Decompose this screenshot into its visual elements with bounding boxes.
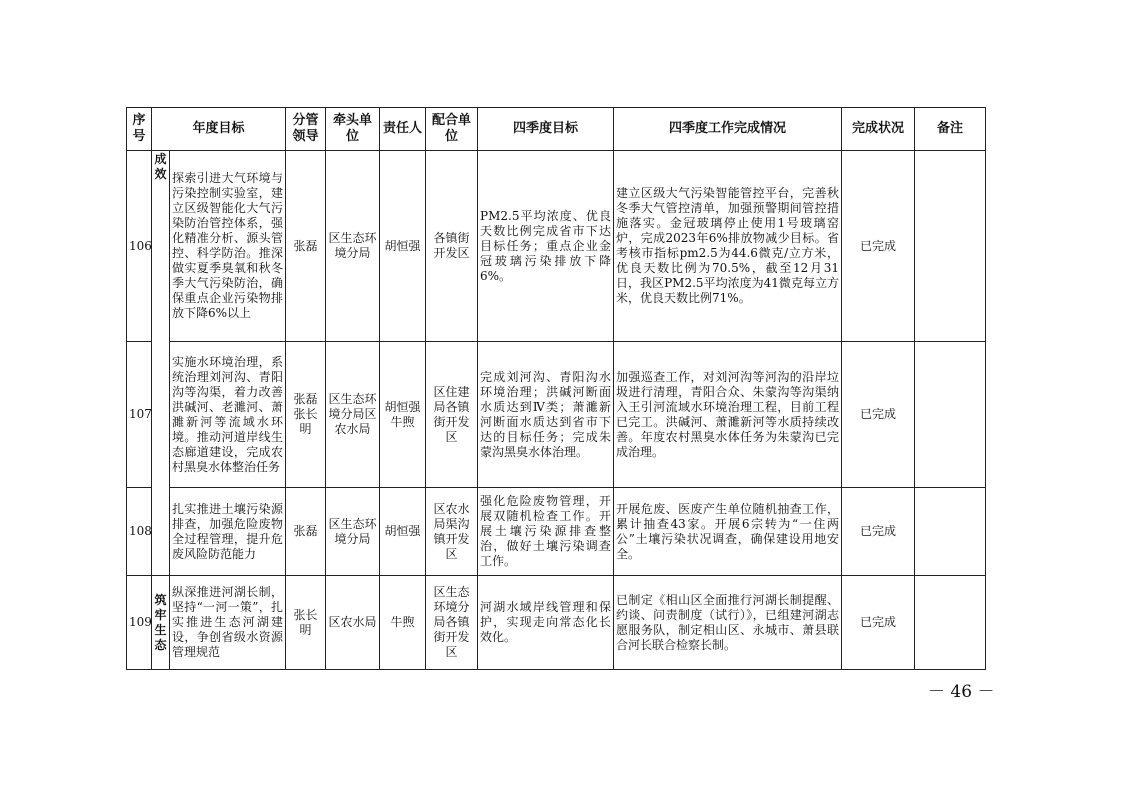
category-label: 筑牢生态 [152,576,170,670]
header-coop-unit: 配合单位 [426,108,478,151]
table-header-row [127,108,986,151]
header-lead-unit: 牵头单位 [326,108,380,151]
table-row [127,576,986,670]
header-q4-done: 四季度工作完成情况 [614,108,842,151]
row-note [915,342,986,488]
row-coop-unit: 各镇街开发区 [426,151,478,342]
row-q4-done: 加强巡查工作，对刘河沟等河沟的沿岸垃圾进行清理，青阳合众、朱蒙沟等沟渠纳入王引河流域水环境治理工程，目前工程已完工。洪碱河、萧濉新河等水质持续改善。年度农村黑臭水体任务为朱蒙沟已完成治理。 [614,342,842,488]
table-row [127,488,986,576]
header-annual-goal: 年度目标 [152,108,286,151]
row-note [915,576,986,670]
header-q4-goal: 四季度目标 [478,108,614,151]
row-q4-goal: 强化危险废物管理，开展双随机检查工作。开展土壤污染源排查整治，做好土壤污染调查工作。 [478,488,614,576]
row-note [915,488,986,576]
row-owner: 牛煦 [380,576,426,670]
row-coop-unit: 区生态环境分局各镇街开发区 [426,576,478,670]
row-status: 已完成 [842,488,915,576]
row-goal: 实施水环境治理，系统治理刘河沟、青阳沟等沟渠，着力改善洪碱河、老濉河、萧濉新河等流域水环境。推动河道岸线生态廊道建设，完成农村黑臭水体整治任务 [170,342,286,488]
header-note: 备注 [915,108,986,151]
row-leader: 张磊张长明 [286,342,326,488]
row-owner: 胡恒强牛煦 [380,342,426,488]
row-status: 已完成 [842,342,915,488]
page-number: － 46 － [928,682,995,702]
row-no: 108 [127,488,152,576]
work-progress-table [126,107,986,670]
row-q4-goal: 河湖水域岸线管理和保护，实现走向常态化长效化。 [478,576,614,670]
row-q4-done: 建立区级大气污染智能管控平台，完善秋冬季大气管控清单，加强预警期间管控措施落实。金冠玻璃停止使用1号玻璃窑炉，完成2023年6%排放物减少目标。省考核市指标pm2.5为44.6微克/立方米，优良天数比例为70.5%，截至12月31日，我区PM2.5平均浓度为41微克每立方米，优良天数比例71%。 [614,151,842,342]
row-q4-done: 开展危废、医废产生单位随机抽查工作，累计抽查43家。开展6宗转为“一住两公”土壤污染状况调查，确保建设用地安全。 [614,488,842,576]
header-status: 完成状况 [842,108,915,151]
row-coop-unit: 区住建局各镇街开发区 [426,342,478,488]
row-q4-done: 已制定《相山区全面推行河湖长制提醒、约谈、问责制度（试行）》，已组建河湖志愿服务队，制定相山区、永城市、萧县联合河长联合检察长制。 [614,576,842,670]
header-leader: 分管领导 [286,108,326,151]
row-no: 109 [127,576,152,670]
header-no: 序号 [127,108,152,151]
row-q4-goal: PM2.5平均浓度、优良天数比例完成省市下达目标任务；重点企业金冠玻璃污染排放下降6%。 [478,151,614,342]
row-q4-goal: 完成刘河沟、青阳沟水环境治理；洪碱河断面水质达到Ⅳ类；萧濉新河断面水质达到省市下达的目标任务；完成朱蒙沟黑臭水体治理。 [478,342,614,488]
row-note [915,151,986,342]
row-lead-unit: 区生态环境分局 [326,488,380,576]
row-goal: 纵深推进河湖长制，坚持“一河一策”，扎实推进生态河湖建设，争创省级水资源管理规范 [170,576,286,670]
row-lead-unit: 区农水局 [326,576,380,670]
category-label: 成效 [152,151,170,576]
row-status: 已完成 [842,576,915,670]
row-no: 107 [127,342,152,488]
row-leader: 张长明 [286,576,326,670]
header-owner: 责任人 [380,108,426,151]
row-no: 106 [127,151,152,342]
row-lead-unit: 区生态环境分局区农水局 [326,342,380,488]
row-leader: 张磊 [286,488,326,576]
row-owner: 胡恒强 [380,151,426,342]
table-row [127,151,986,342]
table-row [127,342,986,488]
row-goal: 探索引进大气环境与污染控制实验室，建立区级智能化大气污染防治管控体系，强化精准分析、源头管控、科学防治。推深做实夏季臭氧和秋冬季大气污染防治，确保重点企业污染物排放下降6%以上 [170,151,286,342]
row-owner: 胡恒强 [380,488,426,576]
row-leader: 张磊 [286,151,326,342]
row-goal: 扎实推进土壤污染源排查，加强危险废物全过程管理，提升危废风险防范能力 [170,488,286,576]
row-status: 已完成 [842,151,915,342]
row-coop-unit: 区农水局渠沟镇开发区 [426,488,478,576]
row-lead-unit: 区生态环境分局 [326,151,380,342]
